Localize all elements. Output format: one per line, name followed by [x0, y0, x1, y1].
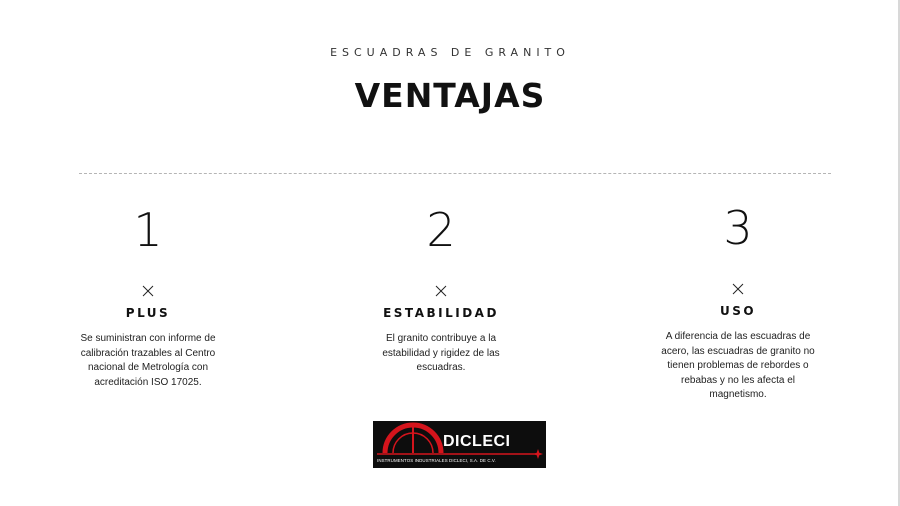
- feature-heading: PLUS: [125, 306, 171, 320]
- feature-number: 1: [133, 203, 163, 257]
- feature-number: 2: [426, 203, 456, 257]
- close-x-icon: [732, 283, 744, 295]
- section-divider: [79, 173, 831, 174]
- close-x-icon: [435, 285, 447, 297]
- feature-number: 3: [723, 201, 753, 255]
- feature-column-3: [643, 203, 833, 403]
- close-x-icon: [142, 285, 154, 297]
- logo-tagline: INSTRUMENTOS INDUSTRIALES DICLECI, S.A. DE C.V.: [377, 458, 496, 463]
- dicleci-logo: [373, 421, 546, 468]
- page-title: VENTAJAS: [354, 76, 546, 115]
- feature-heading: ESTABILIDAD: [383, 306, 499, 320]
- section-eyebrow: ESCUADRAS DE GRANITO: [330, 46, 570, 59]
- feature-column-1: [53, 205, 243, 390]
- feature-heading: USO: [719, 304, 757, 318]
- feature-description: A diferencia de las escuadras de acero, las escuadras de granito no tienen problemas de rebordes o rebabas y no les afecta el magnetismo.: [661, 331, 815, 400]
- feature-column-2: [346, 205, 536, 376]
- feature-description: Se suministran con informe de calibración trazables al Centro nacional de Metrología con acreditación ISO 17025.: [80, 333, 216, 388]
- logo-brand-name: DICLECI: [443, 433, 511, 450]
- feature-description: El granito contribuye a la estabilidad y rigidez de las escuadras.: [382, 333, 500, 373]
